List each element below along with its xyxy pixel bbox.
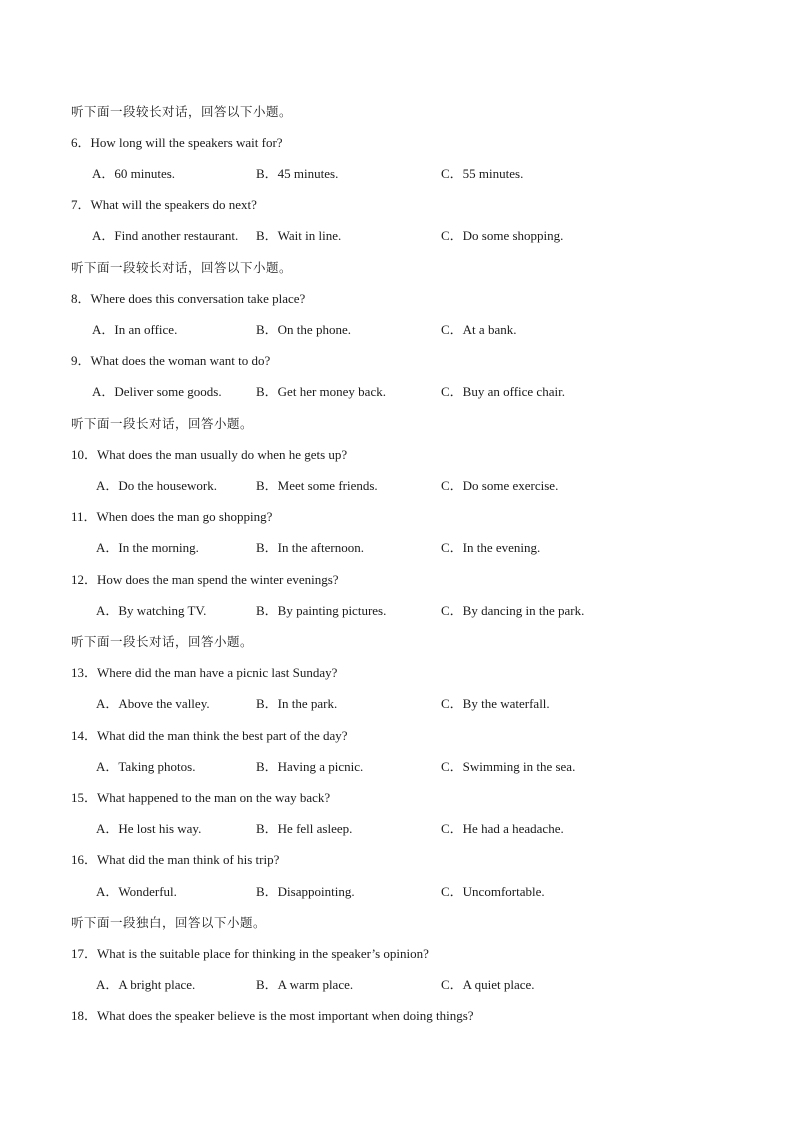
option-b[interactable]: B．By painting pictures. <box>256 603 387 618</box>
question-13 <box>71 665 337 681</box>
question-text: What did the man think of his trip? <box>97 852 280 867</box>
option-a[interactable]: A．A bright place. <box>96 977 196 992</box>
option-c[interactable]: C．55 minutes. <box>441 166 524 181</box>
option-a[interactable]: A．60 minutes. <box>92 166 176 181</box>
options-row-14 <box>0 759 794 775</box>
question-text: How does the man spend the winter evenings? <box>97 572 339 587</box>
question-9 <box>71 353 270 369</box>
option-c[interactable]: C．In the evening. <box>441 540 541 555</box>
option-c[interactable]: C．Do some shopping. <box>441 228 564 243</box>
question-number: 8． <box>71 291 91 306</box>
question-number: 18． <box>71 1008 98 1023</box>
question-number: 11． <box>71 509 97 524</box>
question-number: 17． <box>71 946 98 961</box>
options-row-8 <box>0 322 794 338</box>
option-c[interactable]: C．By dancing in the park. <box>441 603 585 618</box>
options-row-10 <box>0 478 794 494</box>
question-number: 10． <box>71 447 98 462</box>
section-heading: 听下面一段较长对话，回答以下小题。 <box>71 260 293 275</box>
option-a[interactable]: A．Taking photos. <box>96 759 196 774</box>
question-number: 12． <box>71 572 98 587</box>
option-b[interactable]: B．In the afternoon. <box>256 540 364 555</box>
options-row-12 <box>0 603 794 619</box>
question-text: What happened to the man on the way back? <box>97 790 331 805</box>
option-c[interactable]: C．Buy an office chair. <box>441 384 565 399</box>
question-14 <box>71 728 348 744</box>
option-c[interactable]: C．Swimming in the sea. <box>441 759 576 774</box>
question-18 <box>71 1008 474 1024</box>
option-b[interactable]: B．Wait in line. <box>256 228 342 243</box>
question-number: 9． <box>71 353 91 368</box>
question-number: 16． <box>71 852 98 867</box>
option-a[interactable]: A．Find another restaurant. <box>92 228 239 243</box>
question-10 <box>71 447 347 463</box>
option-c[interactable]: C．Uncomfortable. <box>441 884 545 899</box>
options-row-15 <box>0 821 794 837</box>
option-c[interactable]: C．At a bank. <box>441 322 517 337</box>
question-number: 6． <box>71 135 91 150</box>
option-a[interactable]: A．By watching TV. <box>96 603 207 618</box>
question-text: What does the man usually do when he gets up? <box>97 447 348 462</box>
option-b[interactable]: B．45 minutes. <box>256 166 339 181</box>
question-number: 14． <box>71 728 98 743</box>
question-number: 15． <box>71 790 98 805</box>
option-b[interactable]: B．A warm place. <box>256 977 354 992</box>
option-c[interactable]: C．By the waterfall. <box>441 696 550 711</box>
option-a[interactable]: A．In the morning. <box>96 540 199 555</box>
question-text: What does the woman want to do? <box>90 353 271 368</box>
question-number: 7． <box>71 197 91 212</box>
option-c[interactable]: C．A quiet place. <box>441 977 535 992</box>
question-text: What did the man think the best part of the day? <box>97 728 348 743</box>
question-17 <box>71 946 429 962</box>
option-b[interactable]: B．Having a picnic. <box>256 759 364 774</box>
options-row-6 <box>0 166 794 182</box>
options-row-7 <box>0 228 794 244</box>
option-a[interactable]: A．Deliver some goods. <box>92 384 222 399</box>
option-b[interactable]: B．In the park. <box>256 696 338 711</box>
options-row-13 <box>0 696 794 712</box>
question-text: What is the suitable place for thinking in the speaker’s opinion? <box>97 946 429 961</box>
question-6 <box>71 135 283 151</box>
question-8 <box>71 291 305 307</box>
option-b[interactable]: B．He fell asleep. <box>256 821 353 836</box>
section-heading: 听下面一段较长对话，回答以下小题。 <box>71 104 293 119</box>
option-b[interactable]: B．On the phone. <box>256 322 351 337</box>
question-15 <box>71 790 330 806</box>
question-16 <box>71 852 279 868</box>
section-heading: 听下面一段长对话，回答小题。 <box>71 634 254 649</box>
option-b[interactable]: B．Disappointing. <box>256 884 355 899</box>
option-a[interactable]: A．He lost his way. <box>96 821 202 836</box>
options-row-17 <box>0 977 794 993</box>
section-heading: 听下面一段独白，回答以下小题。 <box>71 915 267 930</box>
question-number: 13． <box>71 665 98 680</box>
option-a[interactable]: A．Above the valley. <box>96 696 210 711</box>
question-12 <box>71 572 339 588</box>
option-a[interactable]: A．In an office. <box>92 322 178 337</box>
option-c[interactable]: C．Do some exercise. <box>441 478 559 493</box>
question-text: When does the man go shopping? <box>96 509 273 524</box>
options-row-16 <box>0 884 794 900</box>
question-text: Where did the man have a picnic last Sunday? <box>97 665 338 680</box>
question-text: Where does this conversation take place? <box>90 291 306 306</box>
question-11 <box>71 509 272 525</box>
options-row-9 <box>0 384 794 400</box>
question-7 <box>71 197 257 213</box>
section-heading: 听下面一段长对话，回答小题。 <box>71 416 254 431</box>
option-a[interactable]: A．Do the housework. <box>96 478 217 493</box>
option-b[interactable]: B．Meet some friends. <box>256 478 378 493</box>
option-b[interactable]: B．Get her money back. <box>256 384 386 399</box>
option-a[interactable]: A．Wonderful. <box>96 884 177 899</box>
question-text: What will the speakers do next? <box>90 197 257 212</box>
question-text: How long will the speakers wait for? <box>90 135 283 150</box>
option-c[interactable]: C．He had a headache. <box>441 821 564 836</box>
question-text: What does the speaker believe is the most important when doing things? <box>97 1008 474 1023</box>
options-row-11 <box>0 540 794 556</box>
